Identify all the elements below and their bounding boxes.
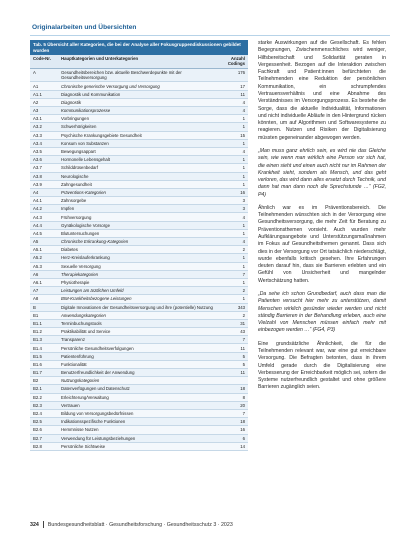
table-row bbox=[30, 279, 248, 287]
row-code: A4.3 bbox=[33, 214, 42, 220]
row-code: B2.8 bbox=[33, 443, 42, 449]
table-row bbox=[30, 377, 248, 385]
row-count: 11 bbox=[240, 91, 245, 97]
row-category: Vorbringungen bbox=[61, 116, 89, 122]
header-code: Code-Nr. bbox=[33, 56, 51, 62]
table-row bbox=[30, 69, 248, 82]
row-count: 1 bbox=[242, 116, 245, 122]
table-row bbox=[30, 156, 248, 164]
row-code: B1 bbox=[33, 312, 39, 318]
table-row bbox=[30, 254, 248, 262]
row-category: Blutuntersuchungen bbox=[61, 230, 100, 236]
row-code: A5.1 bbox=[33, 247, 42, 253]
table-row bbox=[30, 164, 248, 172]
row-count: 31 bbox=[240, 320, 245, 326]
row-category: Frühversorgung bbox=[61, 214, 92, 220]
row-code: A4 bbox=[33, 189, 39, 195]
journal-name: Bundesgesundheitsblatt · Gesundheitsforschung · Gesundheitsschutz 3 · 2023 bbox=[47, 521, 233, 528]
row-category: Digitale Innovationen der Gesundheitsversorgung und ihre (potentielle) Nutzung bbox=[61, 304, 213, 310]
header-category: Hauptkategorien und Unterkategorien bbox=[61, 56, 139, 62]
row-code: B2.3 bbox=[33, 402, 42, 408]
row-code: B2.6 bbox=[33, 427, 42, 433]
body-paragraph: Ähnlich war es im Präventionsbereich. Die Teilnehmenden wünschten sich in der Versorgung eine Gesundheitsversorgung, die mehr Zeit für Beratung zu Präventionsthemen vorsieht. Auch wurden mehr Aufklärungsangebote und Unterstützungsmaßnahmen im Fokus auf Gesundheitsthemen genannt. Dass sich dies in der Versorgung vor Ort tatsächlich niederschlägt, wurde ebenfalls kritisch gesehen. Ihre Erfahrungen deuten darauf hin, dass sie Barrieren erlebten und ein Gefühl von Unsicherheit und mangelnder Wertschätzung hatten. bbox=[258, 204, 386, 284]
table-row bbox=[30, 410, 248, 418]
row-code: B1.5 bbox=[33, 353, 42, 359]
table-row bbox=[30, 246, 248, 254]
row-count: 6 bbox=[242, 435, 245, 441]
row-count: 1 bbox=[242, 181, 245, 187]
row-category: Psychische Krankungsgebiete Gesundheit bbox=[61, 132, 142, 138]
row-category: Neurologische bbox=[61, 173, 89, 179]
table-row bbox=[30, 91, 248, 99]
table-row bbox=[30, 435, 248, 443]
page-footer bbox=[30, 521, 233, 528]
row-count: 1 bbox=[242, 140, 245, 146]
row-category: Schilddrüsenbedarf bbox=[61, 165, 99, 171]
row-count: 4 bbox=[242, 149, 245, 155]
row-category: Therapiekategorien bbox=[61, 271, 99, 277]
row-count: 7 bbox=[242, 337, 245, 343]
row-code: A3.3 bbox=[33, 132, 42, 138]
row-category: Chronische Erkrankung-Kategorien bbox=[61, 239, 129, 245]
row-code: A8 bbox=[33, 296, 39, 302]
row-count: 2 bbox=[242, 288, 245, 294]
row-category: Diagnostik und Kommunikation bbox=[61, 91, 121, 97]
row-count: 1 bbox=[242, 263, 245, 269]
row-category: Transparenz bbox=[61, 337, 85, 343]
row-category: Chronische generische Versorgung und Versorgung bbox=[61, 83, 160, 89]
row-count: 14 bbox=[240, 443, 245, 449]
row-category: Erleichterung/Verwaltung bbox=[61, 394, 109, 400]
row-count: 4 bbox=[242, 239, 245, 245]
row-count: 3 bbox=[242, 198, 245, 204]
table-row bbox=[30, 385, 248, 393]
body-text bbox=[258, 40, 386, 398]
row-code: B1.3 bbox=[33, 337, 42, 343]
row-category: Patientenführung bbox=[61, 353, 94, 359]
row-category: Praktikabilität und Service bbox=[61, 329, 111, 335]
row-category: Bewegungsappart bbox=[61, 149, 96, 155]
row-code: A4.2 bbox=[33, 206, 42, 212]
table-row bbox=[30, 402, 248, 410]
table-row bbox=[30, 263, 248, 271]
row-code: A5.2 bbox=[33, 255, 42, 261]
row-category: Anwendungskategorien bbox=[61, 312, 106, 318]
row-category: Zahnsorgebe bbox=[61, 198, 87, 204]
row-count: 1 bbox=[242, 124, 245, 130]
row-category: Benutzerfreundlichkeit der Anwendung bbox=[61, 370, 135, 376]
row-code: A4.1 bbox=[33, 198, 42, 204]
row-category: Leistungen am ärztlichen Umfeld bbox=[61, 288, 124, 294]
table-row bbox=[30, 189, 248, 197]
table-row bbox=[30, 287, 248, 295]
row-count: 1 bbox=[242, 255, 245, 261]
row-code: B1.2 bbox=[33, 329, 42, 335]
table-row bbox=[30, 238, 248, 246]
row-code: B2.7 bbox=[33, 435, 42, 441]
row-code: B1.1 bbox=[33, 320, 42, 326]
row-category: Schwerhörigkeiten bbox=[61, 124, 97, 130]
row-code: A3.9 bbox=[33, 181, 42, 187]
row-category: Persönliche Gesundheitsverfolgungen bbox=[61, 345, 134, 351]
row-count: 18 bbox=[240, 419, 245, 425]
row-count: 1 bbox=[242, 165, 245, 171]
row-category: Nutzungskategorien bbox=[61, 378, 100, 384]
row-count: 18 bbox=[240, 386, 245, 392]
row-category: Kommunikationsprozesse bbox=[61, 108, 111, 114]
row-code: A3.7 bbox=[33, 165, 42, 171]
row-code: A3.6 bbox=[33, 157, 42, 163]
row-code: A6 bbox=[33, 271, 39, 277]
row-category: Terminbuchungstools bbox=[61, 320, 102, 326]
row-code: B2 bbox=[33, 378, 39, 384]
row-category: Indikationsspezifische Funktionen bbox=[61, 419, 126, 425]
row-count: 4 bbox=[242, 108, 245, 114]
table-row bbox=[30, 328, 248, 336]
row-count: 1 bbox=[242, 173, 245, 179]
row-code: B2.1 bbox=[33, 386, 42, 392]
table-row bbox=[30, 205, 248, 213]
row-count: 11 bbox=[240, 370, 245, 376]
table-row bbox=[30, 418, 248, 426]
table-row bbox=[30, 115, 248, 123]
table-row bbox=[30, 181, 248, 189]
row-count: 4 bbox=[242, 99, 245, 105]
row-code: B2.4 bbox=[33, 411, 42, 417]
row-count: 1 bbox=[242, 230, 245, 236]
table-row bbox=[30, 222, 248, 230]
row-count: 343 bbox=[237, 304, 245, 310]
row-count: 1 bbox=[242, 157, 245, 163]
table-row bbox=[30, 230, 248, 238]
category-table bbox=[30, 40, 248, 451]
row-code: A3.5 bbox=[33, 149, 42, 155]
row-count: 1 bbox=[242, 280, 245, 286]
row-code: A3.1 bbox=[33, 116, 42, 122]
row-count: 5 bbox=[242, 361, 245, 367]
table-row bbox=[30, 99, 248, 107]
table-row bbox=[30, 353, 248, 361]
table-row bbox=[30, 148, 248, 156]
row-category: Zahngesundheit bbox=[61, 181, 92, 187]
row-code: A3.4 bbox=[33, 140, 42, 146]
row-category: Hemmnisse Nutzen bbox=[61, 427, 99, 433]
table-row bbox=[30, 197, 248, 205]
row-code: A4.4 bbox=[33, 222, 42, 228]
row-count: 20 bbox=[240, 402, 245, 408]
section-title: Originalarbeiten und Übersichten bbox=[32, 24, 137, 31]
row-code: A bbox=[33, 70, 36, 76]
row-code: A6.1 bbox=[33, 280, 42, 286]
table-row bbox=[30, 320, 248, 328]
table-body bbox=[30, 69, 248, 451]
row-count: 5 bbox=[242, 353, 245, 359]
table-row bbox=[30, 304, 248, 312]
row-code: B1.4 bbox=[33, 345, 42, 351]
row-category: Persönliche Sichtweise bbox=[61, 443, 106, 449]
row-count: 16 bbox=[240, 189, 245, 195]
row-category: Herz-Kreislauferkrankung bbox=[61, 255, 110, 261]
row-code: A7 bbox=[33, 288, 39, 294]
row-code: B1.7 bbox=[33, 370, 42, 376]
row-code: A5.3 bbox=[33, 263, 42, 269]
row-category: Bildung von Versorgungsbedürfnissen bbox=[61, 411, 134, 417]
table-header-row bbox=[30, 55, 248, 69]
row-category: Konsum von Substanzen bbox=[61, 140, 109, 146]
table-caption: Tab. 5 Übersicht aller Kategorien, die bei der Analyse aller Fokusgruppendiskussionen gebildet wurden bbox=[30, 40, 248, 55]
body-paragraph: Eine grundsätzliche Ähnlichkeit, die für die Teilnehmenden relevant war, war eine gut erreichbare Versorgung. Die Befragten betonten, dass in ihrem Umfeld gerade durch die Digitalisierung eine Verbesserung der Erreichbarkeit möglich sei, sofern die Systeme nutzerfreundlich gestaltet und ohne größere Barrieren zugänglich seien. bbox=[258, 340, 386, 391]
table-row bbox=[30, 132, 248, 140]
row-category: Gesundheitsbereichen bzw. aktuelle Beschwerdepunkte mit der Gesundheitsversorgung bbox=[61, 70, 182, 81]
row-category: Datenverfügungen und Datenschutz bbox=[61, 386, 130, 392]
row-category: Präventions-Kategorien bbox=[61, 189, 106, 195]
table-row bbox=[30, 361, 248, 369]
row-count: 43 bbox=[240, 329, 245, 335]
table-row bbox=[30, 107, 248, 115]
row-category: Funktionalität bbox=[61, 361, 87, 367]
table-row bbox=[30, 82, 248, 90]
row-category: Diagnostik bbox=[61, 99, 82, 105]
row-code: A3 bbox=[33, 108, 39, 114]
row-count bbox=[217, 378, 245, 383]
row-count: 2 bbox=[242, 247, 245, 253]
row-category: BIM-Krankheitsbezogene Leistungen bbox=[61, 296, 132, 302]
row-count: 1 bbox=[242, 222, 245, 228]
row-count: 17 bbox=[240, 83, 245, 89]
row-code: B bbox=[33, 304, 36, 310]
table-row bbox=[30, 426, 248, 434]
row-code: A5 bbox=[33, 239, 39, 245]
row-category: Impfen bbox=[61, 206, 75, 212]
row-category: Hormonelle Lebensgehalt bbox=[61, 157, 110, 163]
row-count: 7 bbox=[242, 411, 245, 417]
row-count: 15 bbox=[240, 132, 245, 138]
table-row bbox=[30, 344, 248, 352]
row-category: Verwendung für Leistungsbeziehungen bbox=[61, 435, 136, 441]
row-code: B1.6 bbox=[33, 361, 42, 367]
row-code: B2.5 bbox=[33, 419, 42, 425]
page-number: 324 bbox=[30, 521, 39, 528]
row-count: 1 bbox=[242, 296, 245, 302]
row-count: 3 bbox=[242, 206, 245, 212]
row-category: Vertrauen bbox=[61, 402, 80, 408]
row-count: 8 bbox=[242, 394, 245, 400]
body-paragraph: starke Auswirkungen auf die Gesellschaft. Es fehlen Begegnungen, Zwischenmenschliches wird weniger, Hilfsbereitschaft und Solidarität geraten in Vergessenheit. Bezogen auf die Interaktion zwischen Fachkraft und Patient:innen befürchteten die Teilnehmenden eine Reduktion der persönlichen Kommunikation, ein schrumpfendes Vertrauensverhältnis und eine Abnahme des Verständnisses im Versorgungsprozess. Es bestehe die Sorge, dass die aktuelle Individualität, Informationen und nicht individuelle Abläufe in den Hintergrund rücken könnten, um auf Algorithmen und Softwaresysteme zu reagieren. Nutzen und Risiken der Digitalisierung müssten gegeneinander abgewogen werden. bbox=[258, 40, 386, 141]
row-code: B2.2 bbox=[33, 394, 42, 400]
row-count: 2 bbox=[242, 312, 245, 318]
table-row bbox=[30, 394, 248, 402]
table-row bbox=[30, 123, 248, 131]
row-code: A3.2 bbox=[33, 124, 42, 130]
table-row bbox=[30, 369, 248, 377]
row-count: 176 bbox=[237, 70, 245, 76]
row-category: Physiotherapie bbox=[61, 280, 90, 286]
row-code: A1.1 bbox=[33, 91, 42, 97]
quote-paragraph: „Da sehe ich schon Grundbedarf, auch dass man die Patienten versucht hier mehr zu unterstützen, damit Menschen wirklich gesünder wieder werden und nicht ständig Barrieren in der Behandlung erleben, auch eine Vielzahl von Menschen müssen einfach mehr mit einbezogen werden …“ (FG4, P3) bbox=[258, 291, 386, 334]
row-category: Gynäkologische Vorsorge bbox=[61, 222, 110, 228]
row-category: Sexuelle Versorgung bbox=[61, 263, 101, 269]
row-count: 7 bbox=[242, 271, 245, 277]
table-row bbox=[30, 173, 248, 181]
row-count: 16 bbox=[240, 427, 245, 433]
row-code: A2 bbox=[33, 99, 39, 105]
row-code: A4.5 bbox=[33, 230, 42, 236]
table-row bbox=[30, 140, 248, 148]
table-row bbox=[30, 213, 248, 221]
row-count: 11 bbox=[240, 345, 245, 351]
table-row bbox=[30, 443, 248, 451]
table-row bbox=[30, 295, 248, 303]
table-row bbox=[30, 312, 248, 320]
header-count: Anzahl Codings bbox=[227, 56, 245, 67]
row-category: Diabetes bbox=[61, 247, 78, 253]
footer-divider bbox=[43, 521, 44, 528]
row-code: A3.8 bbox=[33, 173, 42, 179]
row-code: A1 bbox=[33, 83, 39, 89]
table-row bbox=[30, 271, 248, 279]
quote-paragraph: „Man muss ganz ehrlich sein, es wird nie das Gleiche sein, wie wenn man wirklich eine Person vor sich hat, die einen sieht und einen auch nicht nur im Rahmen der Krankheit sieht, sondern als Mensch, und das geht verloren, das wird dann alles ersetzt durch Technik, und dann hat man dann noch die Sprechstunde …“ (FG2, P4) bbox=[258, 147, 386, 198]
row-count: 4 bbox=[242, 214, 245, 220]
table-row bbox=[30, 336, 248, 344]
